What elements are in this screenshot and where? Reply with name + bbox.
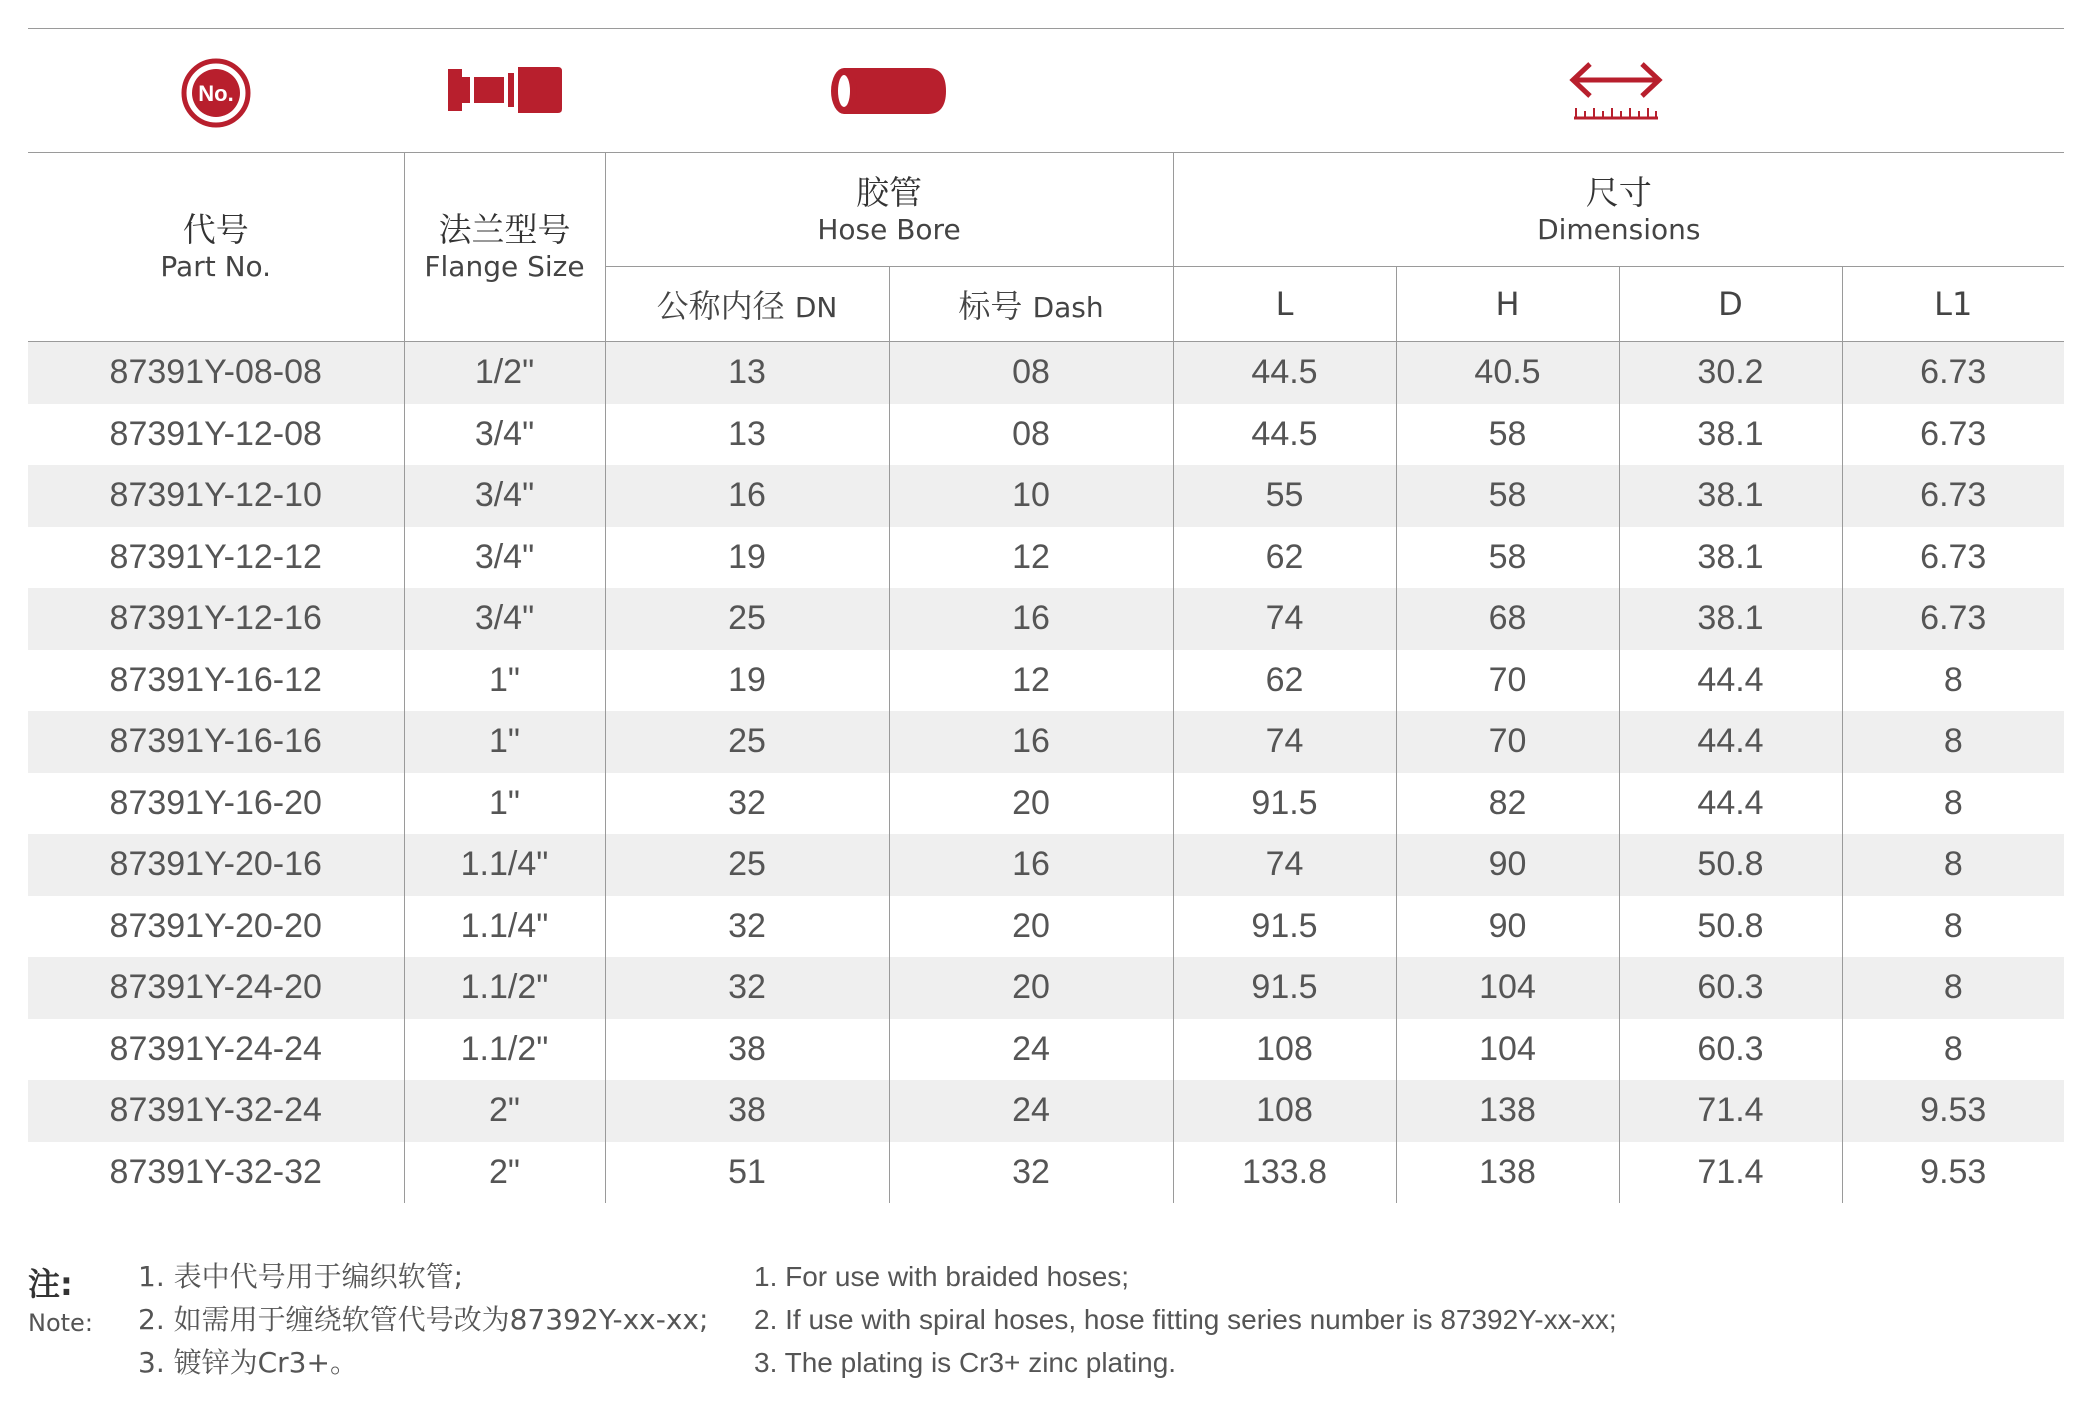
h-cell: 68 — [1396, 588, 1619, 650]
part-no-cell: 87391Y-32-24 — [28, 1080, 404, 1142]
l1-cell: 8 — [1842, 834, 2064, 896]
dn-cell: 38 — [605, 1080, 889, 1142]
dimension-arrow-ruler-icon — [1568, 58, 1664, 124]
l-cell: 91.5 — [1173, 773, 1396, 835]
flange-size-cell: 3/4" — [404, 527, 605, 589]
part-no-cell: 87391Y-32-32 — [28, 1142, 404, 1204]
l1-cell: 8 — [1842, 650, 2064, 712]
table-row — [28, 465, 2064, 527]
table-row — [28, 342, 2064, 404]
header-dn-en: DN — [794, 291, 838, 324]
h-cell: 138 — [1396, 1142, 1619, 1204]
dash-cell: 12 — [889, 527, 1173, 589]
h-cell: 58 — [1396, 404, 1619, 466]
l-cell: 91.5 — [1173, 896, 1396, 958]
h-cell: 70 — [1396, 711, 1619, 773]
part-no-cell: 87391Y-12-16 — [28, 588, 404, 650]
dn-cell: 19 — [605, 527, 889, 589]
note-en-item: 1. For use with braided hoses; — [754, 1261, 1130, 1292]
flange-size-cell: 1.1/2" — [404, 957, 605, 1019]
header-l1: L1 — [1842, 267, 2064, 342]
header-part-no-en: Part No. — [160, 250, 272, 283]
d-cell: 44.4 — [1619, 650, 1842, 712]
header-flange-size-zh: 法兰型号 — [438, 210, 571, 249]
l1-cell: 8 — [1842, 1019, 2064, 1081]
l-cell: 55 — [1173, 465, 1396, 527]
note-zh-item: 1. 表中代号用于编织软管; — [138, 1260, 464, 1293]
table-row — [28, 1142, 2064, 1204]
no-badge-text: No. — [198, 81, 234, 106]
part-no-cell: 87391Y-12-12 — [28, 527, 404, 589]
l-cell: 44.5 — [1173, 404, 1396, 466]
top-rule — [28, 28, 2064, 29]
notes-zh-list — [138, 1255, 708, 1384]
part-no-cell: 87391Y-16-20 — [28, 773, 404, 835]
flange-size-cell: 1.1/4" — [404, 896, 605, 958]
h-cell: 138 — [1396, 1080, 1619, 1142]
dn-cell: 25 — [605, 588, 889, 650]
dash-cell: 32 — [889, 1142, 1173, 1204]
l1-cell: 6.73 — [1842, 465, 2064, 527]
h-cell: 70 — [1396, 650, 1619, 712]
dn-cell: 32 — [605, 957, 889, 1019]
header-d: D — [1619, 267, 1842, 342]
table-row — [28, 1080, 2064, 1142]
h-cell: 90 — [1396, 834, 1619, 896]
dn-cell: 25 — [605, 834, 889, 896]
d-cell: 71.4 — [1619, 1142, 1842, 1204]
l1-cell: 6.73 — [1842, 342, 2064, 404]
d-cell: 38.1 — [1619, 527, 1842, 589]
d-cell: 30.2 — [1619, 342, 1842, 404]
d-cell: 50.8 — [1619, 896, 1842, 958]
flange-size-cell: 1" — [404, 650, 605, 712]
d-cell: 44.4 — [1619, 773, 1842, 835]
flange-fitting-icon — [446, 63, 564, 117]
spec-table — [28, 153, 2064, 1203]
table-row — [28, 773, 2064, 835]
l1-cell: 8 — [1842, 773, 2064, 835]
spec-table-body — [28, 342, 2064, 1204]
h-cell: 58 — [1396, 527, 1619, 589]
notes-label-en: Note: — [28, 1309, 93, 1337]
l1-cell: 6.73 — [1842, 588, 2064, 650]
l-cell: 62 — [1173, 527, 1396, 589]
header-l: L — [1173, 267, 1396, 342]
l1-cell: 6.73 — [1842, 527, 2064, 589]
flange-size-cell: 1.1/2" — [404, 1019, 605, 1081]
l-cell: 62 — [1173, 650, 1396, 712]
d-cell: 60.3 — [1619, 957, 1842, 1019]
l-cell: 74 — [1173, 588, 1396, 650]
part-no-cell: 87391Y-24-20 — [28, 957, 404, 1019]
header-h: H — [1396, 267, 1619, 342]
dn-cell: 19 — [605, 650, 889, 712]
flange-size-cell: 3/4" — [404, 404, 605, 466]
dn-cell: 51 — [605, 1142, 889, 1204]
part-no-cell: 87391Y-08-08 — [28, 342, 404, 404]
l1-cell: 9.53 — [1842, 1142, 2064, 1204]
table-row — [28, 711, 2064, 773]
note-en-item: 3. The plating is Cr3+ zinc plating. — [754, 1347, 1177, 1378]
l-cell: 74 — [1173, 834, 1396, 896]
part-no-cell: 87391Y-24-24 — [28, 1019, 404, 1081]
l1-cell: 8 — [1842, 957, 2064, 1019]
dash-cell: 10 — [889, 465, 1173, 527]
l-cell: 91.5 — [1173, 957, 1396, 1019]
flange-size-cell: 3/4" — [404, 465, 605, 527]
part-no-cell: 87391Y-12-08 — [28, 404, 404, 466]
dash-cell: 16 — [889, 834, 1173, 896]
hose-tube-icon — [828, 66, 948, 116]
dn-cell: 16 — [605, 465, 889, 527]
header-hose-bore-en: Hose Bore — [817, 212, 961, 246]
l1-cell: 9.53 — [1842, 1080, 2064, 1142]
h-cell: 104 — [1396, 1019, 1619, 1081]
header-dimensions-zh: 尺寸 — [1585, 172, 1652, 212]
note-zh-item: 2. 如需用于缠绕软管代号改为87392Y-xx-xx; — [138, 1303, 709, 1336]
h-cell: 40.5 — [1396, 342, 1619, 404]
d-cell: 71.4 — [1619, 1080, 1842, 1142]
l1-cell: 8 — [1842, 711, 2064, 773]
header-dash — [889, 267, 1173, 342]
flange-size-cell: 1/2" — [404, 342, 605, 404]
table-row — [28, 527, 2064, 589]
l-cell: 44.5 — [1173, 342, 1396, 404]
l-cell: 108 — [1173, 1019, 1396, 1081]
l-cell: 108 — [1173, 1080, 1396, 1142]
h-cell: 90 — [1396, 896, 1619, 958]
dash-cell: 20 — [889, 773, 1173, 835]
dash-cell: 16 — [889, 588, 1173, 650]
flange-size-cell: 1.1/4" — [404, 834, 605, 896]
h-cell: 58 — [1396, 465, 1619, 527]
l1-cell: 6.73 — [1842, 404, 2064, 466]
header-dn-zh: 公称内径 — [656, 287, 785, 325]
dn-cell: 13 — [605, 342, 889, 404]
dn-cell: 32 — [605, 773, 889, 835]
header-dash-zh: 标号 — [958, 287, 1023, 325]
part-no-cell: 87391Y-12-10 — [28, 465, 404, 527]
part-no-cell: 87391Y-16-16 — [28, 711, 404, 773]
dash-cell: 20 — [889, 896, 1173, 958]
header-dimensions — [1173, 153, 2064, 267]
note-en-item: 2. If use with spiral hoses, hose fitting series number is 87392Y-xx-xx; — [754, 1304, 1617, 1335]
header-dash-en: Dash — [1032, 291, 1104, 324]
note-zh-item: 3. 镀锌为Cr3+。 — [138, 1346, 358, 1379]
l-cell: 74 — [1173, 711, 1396, 773]
table-row — [28, 896, 2064, 958]
dash-cell: 16 — [889, 711, 1173, 773]
header-part-no-zh: 代号 — [182, 210, 249, 249]
notes-label-zh: 注: — [28, 1265, 73, 1303]
table-row — [28, 1019, 2064, 1081]
dash-cell: 24 — [889, 1019, 1173, 1081]
table-row — [28, 404, 2064, 466]
dn-cell: 38 — [605, 1019, 889, 1081]
h-cell: 104 — [1396, 957, 1619, 1019]
dash-cell: 20 — [889, 957, 1173, 1019]
header-flange-size — [404, 153, 605, 342]
dash-cell: 08 — [889, 342, 1173, 404]
header-dimensions-en: Dimensions — [1537, 212, 1701, 246]
d-cell: 60.3 — [1619, 1019, 1842, 1081]
table-row — [28, 650, 2064, 712]
flange-size-cell: 3/4" — [404, 588, 605, 650]
h-cell: 82 — [1396, 773, 1619, 835]
notes-en-list — [754, 1255, 1617, 1384]
header-flange-size-en: Flange Size — [424, 250, 585, 283]
d-cell: 44.4 — [1619, 711, 1842, 773]
part-no-cell: 87391Y-16-12 — [28, 650, 404, 712]
header-hose-bore — [605, 153, 1173, 267]
flange-size-cell: 2" — [404, 1142, 605, 1204]
d-cell: 38.1 — [1619, 588, 1842, 650]
header-row-main — [28, 153, 2064, 267]
part-no-cell: 87391Y-20-16 — [28, 834, 404, 896]
table-row — [28, 588, 2064, 650]
header-hose-bore-zh: 胶管 — [856, 172, 922, 212]
flange-size-cell: 2" — [404, 1080, 605, 1142]
flange-size-cell: 1" — [404, 773, 605, 835]
l1-cell: 8 — [1842, 896, 2064, 958]
notes-section — [28, 1255, 2064, 1395]
d-cell: 50.8 — [1619, 834, 1842, 896]
d-cell: 38.1 — [1619, 465, 1842, 527]
dn-cell: 13 — [605, 404, 889, 466]
dash-cell: 08 — [889, 404, 1173, 466]
dash-cell: 24 — [889, 1080, 1173, 1142]
table-row — [28, 834, 2064, 896]
dn-cell: 25 — [605, 711, 889, 773]
header-part-no — [28, 153, 404, 342]
dn-cell: 32 — [605, 896, 889, 958]
dash-cell: 12 — [889, 650, 1173, 712]
table-row — [28, 957, 2064, 1019]
header-dn — [605, 267, 889, 342]
l-cell: 133.8 — [1173, 1142, 1396, 1204]
d-cell: 38.1 — [1619, 404, 1842, 466]
part-no-cell: 87391Y-20-20 — [28, 896, 404, 958]
flange-size-cell: 1" — [404, 711, 605, 773]
no-badge-icon — [180, 57, 252, 129]
